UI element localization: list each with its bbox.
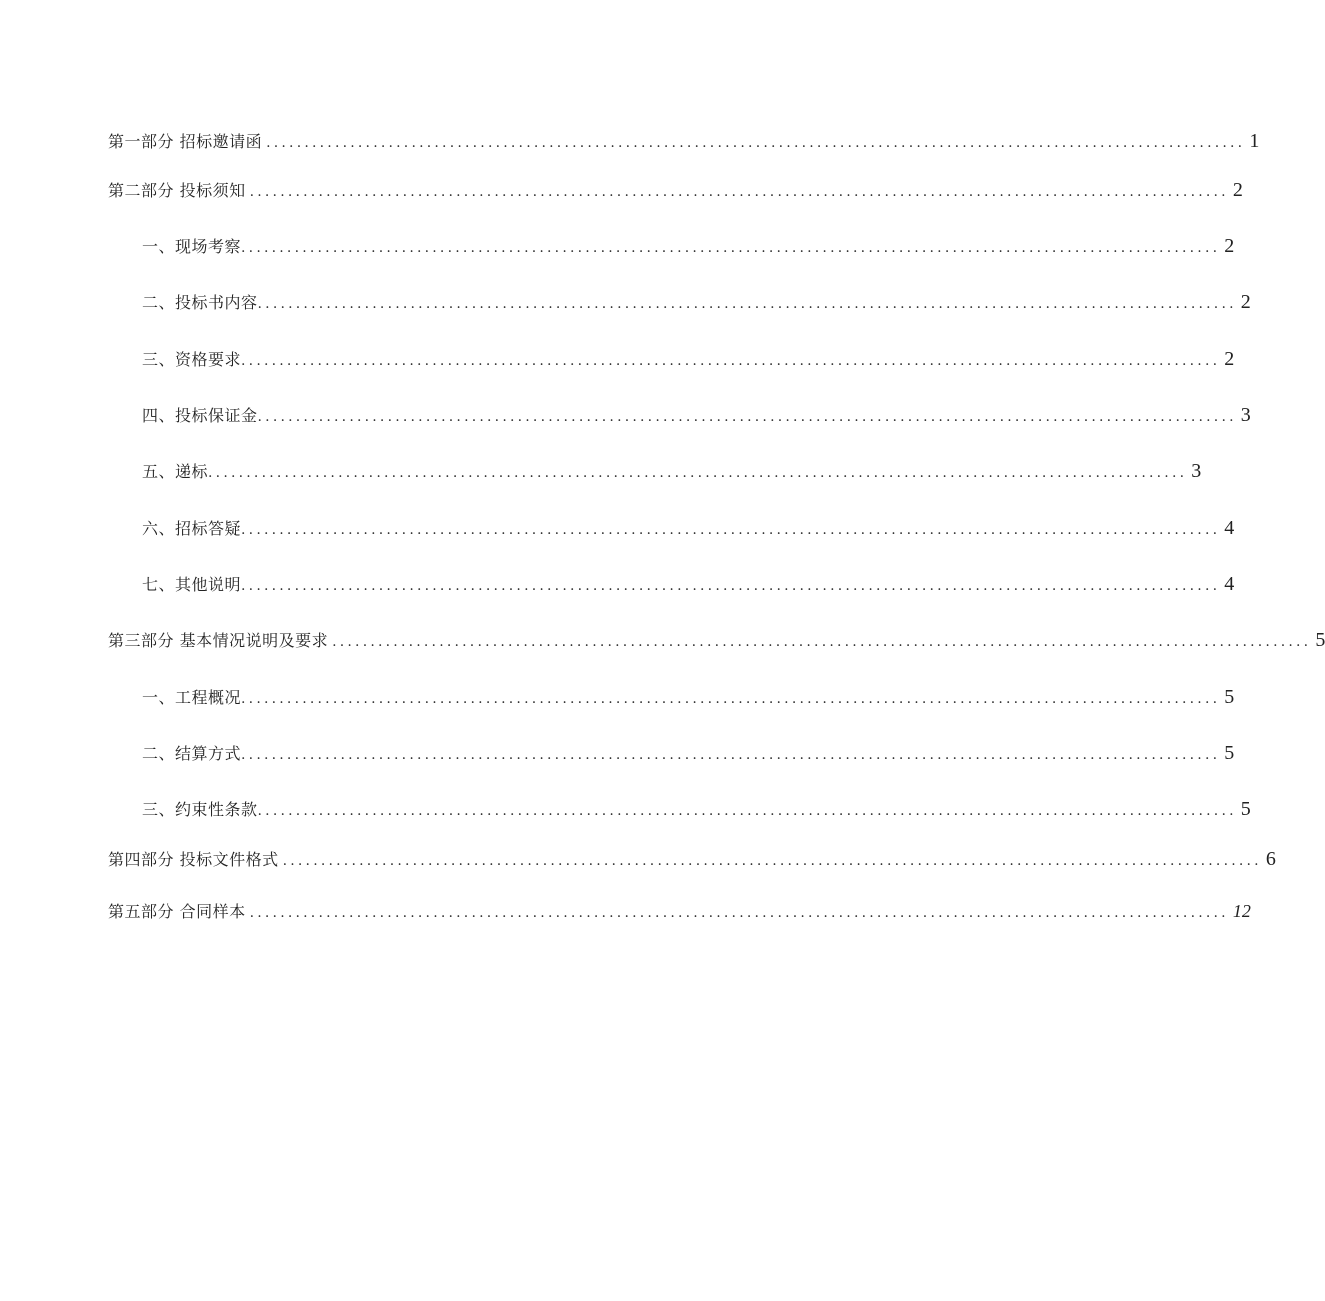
toc-entry-title: 三、约束性条款 [142, 800, 258, 819]
toc-page-number: 5 [1224, 742, 1235, 764]
toc-entry-title: 三、资格要求 [142, 350, 242, 369]
toc-page-number: 2 [1232, 179, 1243, 201]
toc-dot-leader: ................................................................................................................................ [257, 803, 1237, 819]
toc-dot-leader: ................................................................................................................................ [249, 905, 1229, 921]
toc-entry-title: 第五部分 合同样本 [108, 902, 246, 921]
toc-entry-title: 第一部分 招标邀请函 [108, 132, 263, 151]
toc-entry-submission[interactable] [142, 457, 1202, 485]
toc-entry-title: 四、投标保证金 [142, 406, 258, 425]
toc-page-number: 1 [1249, 130, 1260, 152]
toc-dot-leader: ................................................................................................................................ [249, 184, 1229, 200]
toc-dot-leader: ................................................................................................................................ [282, 853, 1262, 869]
toc-dot-leader: ................................................................................................................................ [241, 240, 1221, 256]
toc-entry-other-notes[interactable] [142, 570, 1235, 598]
toc-entry-part-4[interactable] [108, 845, 1276, 873]
toc-entry-site-inspection[interactable] [142, 232, 1235, 260]
toc-page-number: 5 [1224, 686, 1235, 708]
toc-entry-title: 六、招标答疑 [142, 519, 242, 538]
toc-page-number: 2 [1224, 348, 1235, 370]
toc-entry-part-5[interactable] [108, 897, 1251, 925]
toc-entry-title: 一、工程概况 [142, 688, 242, 707]
toc-dot-leader: ................................................................................................................................ [266, 135, 1246, 151]
toc-dot-leader: ................................................................................................................................ [241, 691, 1221, 707]
toc-entry-title: 第二部分 投标须知 [108, 181, 246, 200]
toc-entry-title: 第四部分 投标文件格式 [108, 850, 279, 869]
toc-dot-leader: ................................................................................................................................ [257, 409, 1237, 425]
toc-dot-leader: ................................................................................................................................ [241, 578, 1221, 594]
toc-entry-qualification[interactable] [142, 345, 1235, 373]
toc-entry-binding-clauses[interactable] [142, 795, 1251, 823]
toc-dot-leader: ................................................................................................................................ [241, 747, 1221, 763]
toc-page-number: 3 [1191, 460, 1202, 482]
toc-page-number: 2 [1240, 291, 1251, 313]
toc-entry-title: 第三部分 基本情况说明及要求 [108, 631, 329, 650]
toc-page-number: 12 [1232, 901, 1251, 921]
toc-dot-leader: ................................................................................................................................ [241, 522, 1221, 538]
toc-entry-part-3[interactable] [108, 626, 1325, 654]
toc-dot-leader: ................................................................................................................................ [208, 465, 1188, 481]
toc-entry-title: 七、其他说明 [142, 575, 242, 594]
toc-entry-part-2[interactable] [108, 176, 1243, 204]
toc-dot-leader: ................................................................................................................................ [332, 634, 1312, 650]
toc-entry-bid-bond[interactable] [142, 401, 1251, 429]
toc-entry-title: 一、现场考察 [142, 237, 242, 256]
toc-page-number: 2 [1224, 235, 1235, 257]
toc-entry-title: 二、投标书内容 [142, 293, 258, 312]
toc-page-number: 4 [1224, 517, 1235, 539]
toc-page-number: 6 [1265, 848, 1276, 870]
toc-entry-clarification[interactable] [142, 514, 1235, 542]
toc-entry-settlement-method[interactable] [142, 739, 1235, 767]
toc-entry-bid-content[interactable] [142, 288, 1251, 316]
toc-entry-title: 二、结算方式 [142, 744, 242, 763]
toc-page-number: 5 [1240, 798, 1251, 820]
toc-dot-leader: ................................................................................................................................ [257, 296, 1237, 312]
toc-page-number: 3 [1240, 404, 1251, 426]
toc-page-number: 5 [1315, 629, 1325, 651]
toc-page-number: 4 [1224, 573, 1235, 595]
toc-dot-leader: ................................................................................................................................ [241, 353, 1221, 369]
toc-entry-project-overview[interactable] [142, 683, 1235, 711]
toc-entry-part-1[interactable] [108, 127, 1260, 155]
toc-entry-title: 五、递标 [142, 462, 209, 481]
